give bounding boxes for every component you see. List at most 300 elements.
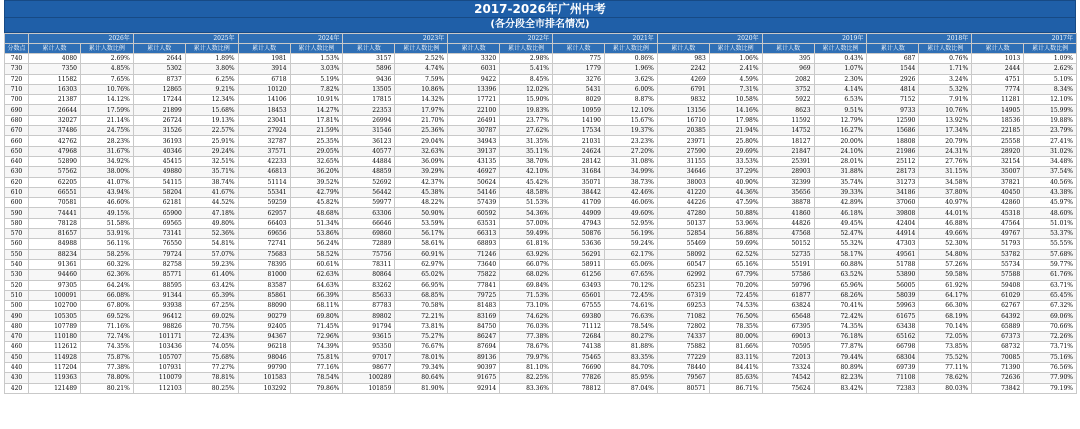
count-cell: 18536 <box>972 115 1024 125</box>
ratio-cell: 61.81% <box>500 239 553 249</box>
ratio-cell: 32.63% <box>395 146 448 156</box>
count-cell: 20385 <box>657 126 709 136</box>
count-cell: 42762 <box>29 136 81 146</box>
table-row <box>5 280 1077 290</box>
count-column-header: 累计人数 <box>238 44 290 54</box>
count-cell: 26994 <box>343 115 395 125</box>
ratio-cell: 3.62% <box>604 74 657 84</box>
ratio-cell: 70.58% <box>395 301 448 311</box>
count-cell: 101171 <box>133 332 185 342</box>
count-cell: 91794 <box>343 321 395 331</box>
ratio-cell: 16.27% <box>814 126 867 136</box>
count-cell: 107931 <box>133 362 185 372</box>
ratio-cell: 79.34% <box>395 362 448 372</box>
count-cell: 25391 <box>762 156 814 166</box>
ratio-cell: 51.58% <box>81 218 134 228</box>
table-row <box>5 332 1077 342</box>
ratio-cell: 24.75% <box>81 126 134 136</box>
count-column-header: 累计人数 <box>552 44 604 54</box>
count-cell: 63306 <box>343 208 395 218</box>
count-cell: 84750 <box>448 321 500 331</box>
ratio-cell: 84.41% <box>709 362 762 372</box>
count-cell: 79567 <box>657 373 709 383</box>
ratio-cell: 83.11% <box>709 352 762 362</box>
ratio-cell: 79.97% <box>500 352 553 362</box>
count-cell: 103292 <box>238 383 290 393</box>
count-cell: 40450 <box>972 187 1024 197</box>
ratio-cell: 40.56% <box>1024 177 1077 187</box>
count-cell: 61029 <box>972 290 1024 300</box>
ratio-cell: 45.82% <box>290 198 343 208</box>
count-cell: 40577 <box>343 146 395 156</box>
count-cell: 22185 <box>972 126 1024 136</box>
ratio-cell: 69.02% <box>185 311 238 321</box>
ratio-cell: 78.01% <box>395 352 448 362</box>
ratio-cell: 31.08% <box>604 156 657 166</box>
count-cell: 54146 <box>448 187 500 197</box>
ratio-cell: 15.90% <box>500 95 553 105</box>
ratio-cell: 10.58% <box>709 95 762 105</box>
count-cell: 66551 <box>29 187 81 197</box>
count-cell: 72383 <box>867 383 919 393</box>
ratio-cell: 39.29% <box>395 167 448 177</box>
score-cell: 670 <box>5 126 29 136</box>
count-cell: 21899 <box>133 105 185 115</box>
table-row <box>5 54 1077 64</box>
score-cell: 470 <box>5 332 29 342</box>
ratio-cell: 66.95% <box>395 280 448 290</box>
score-cell: 650 <box>5 146 29 156</box>
count-cell: 69656 <box>238 229 290 239</box>
count-cell: 51793 <box>972 239 1024 249</box>
ratio-cell: 8.45% <box>500 74 553 84</box>
count-cell: 78440 <box>657 362 709 372</box>
ratio-cell: 62.97% <box>395 259 448 269</box>
ratio-cell: 25.36% <box>395 126 448 136</box>
count-cell: 80571 <box>657 383 709 393</box>
count-cell: 75882 <box>657 342 709 352</box>
count-cell: 969 <box>762 64 814 74</box>
count-cell: 36123 <box>343 136 395 146</box>
count-cell: 37821 <box>972 177 1024 187</box>
ratio-cell: 13.92% <box>919 115 972 125</box>
score-cell: 710 <box>5 84 29 94</box>
ratio-cell: 77.38% <box>81 362 134 372</box>
ratio-cell: 7.31% <box>709 84 762 94</box>
ratio-cell: 75.52% <box>919 352 972 362</box>
ratio-cell: 42.89% <box>814 198 867 208</box>
ratio-cell: 78.67% <box>500 342 553 352</box>
ratio-cell: 80.89% <box>814 362 867 372</box>
ratio-cell: 41.07% <box>81 177 134 187</box>
count-cell: 31684 <box>552 167 604 177</box>
ratio-cell: 74.62% <box>500 311 553 321</box>
count-cell: 4751 <box>972 74 1024 84</box>
ratio-cell: 73.81% <box>395 321 448 331</box>
ratio-cell: 19.88% <box>1024 115 1077 125</box>
count-cell: 35007 <box>972 167 1024 177</box>
ratio-cell: 65.02% <box>395 270 448 280</box>
count-cell: 57586 <box>762 270 814 280</box>
ratio-cell: 34.48% <box>1024 156 1077 166</box>
ratio-cell: 2.41% <box>709 64 762 74</box>
ratio-cell: 12.34% <box>185 95 238 105</box>
ratio-cell: 59.69% <box>709 239 762 249</box>
ratio-cell: 56.24% <box>290 239 343 249</box>
ratio-cell: 78.54% <box>604 321 657 331</box>
count-cell: 395 <box>762 54 814 64</box>
count-cell: 32027 <box>29 115 81 125</box>
ratio-cell: 24.10% <box>814 146 867 156</box>
ratio-cell: 29.04% <box>395 136 448 146</box>
ratio-cell: 76.03% <box>500 321 553 331</box>
ratio-cell: 75.87% <box>81 352 134 362</box>
ratio-cell: 15.67% <box>604 115 657 125</box>
ratio-cell: 14.12% <box>81 95 134 105</box>
score-cell: 630 <box>5 167 29 177</box>
ratio-cell: 75.16% <box>1024 352 1077 362</box>
count-cell: 23971 <box>657 136 709 146</box>
ratio-cell: 37.29% <box>709 167 762 177</box>
year-header: 2019年 <box>762 34 867 44</box>
ratio-cell: 52.95% <box>604 218 657 228</box>
count-cell: 38442 <box>552 187 604 197</box>
ratio-cell: 56.11% <box>81 239 134 249</box>
count-cell: 8029 <box>552 95 604 105</box>
count-cell: 91675 <box>448 373 500 383</box>
ratio-cell: 49.66% <box>919 229 972 239</box>
count-cell: 87694 <box>448 342 500 352</box>
year-header: 2023年 <box>343 34 448 44</box>
count-cell: 36193 <box>133 136 185 146</box>
count-cell: 68732 <box>972 342 1024 352</box>
ratio-cell: 74.05% <box>185 342 238 352</box>
count-cell: 95350 <box>343 342 395 352</box>
count-cell: 52735 <box>762 249 814 259</box>
ratio-cell: 60.32% <box>81 259 134 269</box>
count-cell: 70595 <box>762 342 814 352</box>
ratio-cell: 19.83% <box>500 105 553 115</box>
count-cell: 102700 <box>29 301 81 311</box>
ratio-cell: 83.35% <box>604 352 657 362</box>
table-row <box>5 311 1077 321</box>
count-cell: 53782 <box>972 249 1024 259</box>
count-cell: 32399 <box>762 177 814 187</box>
ratio-cell: 48.22% <box>395 198 448 208</box>
ratio-cell: 65.16% <box>709 259 762 269</box>
count-cell: 32154 <box>972 156 1024 166</box>
count-cell: 58204 <box>133 187 185 197</box>
count-cell: 75465 <box>552 352 604 362</box>
count-cell: 25558 <box>972 136 1024 146</box>
count-cell: 11592 <box>762 115 814 125</box>
score-cell: 570 <box>5 229 29 239</box>
count-cell: 11582 <box>29 74 81 84</box>
ratio-cell: 63.52% <box>814 270 867 280</box>
ratio-cell: 9.21% <box>185 84 238 94</box>
ratio-cell: 12.10% <box>1024 95 1077 105</box>
ratio-cell: 58.52% <box>290 249 343 259</box>
count-cell: 72802 <box>657 321 709 331</box>
ratio-cell: 36.09% <box>395 156 448 166</box>
count-cell: 80864 <box>343 270 395 280</box>
ratio-cell: 76.18% <box>814 332 867 342</box>
count-cell: 98826 <box>133 321 185 331</box>
ratio-cell: 80.25% <box>185 383 238 393</box>
count-cell: 100289 <box>343 373 395 383</box>
year-header: 2020年 <box>657 34 762 44</box>
count-cell: 93615 <box>343 332 395 342</box>
count-cell: 42233 <box>238 156 290 166</box>
count-cell: 88234 <box>29 249 81 259</box>
ratio-cell: 58.61% <box>395 239 448 249</box>
count-cell: 103436 <box>133 342 185 352</box>
count-cell: 69380 <box>552 311 604 321</box>
table-row <box>5 115 1077 125</box>
count-cell: 44884 <box>343 156 395 166</box>
ratio-cell: 68.85% <box>395 290 448 300</box>
ratio-cell: 62.63% <box>290 270 343 280</box>
score-cell: 590 <box>5 208 29 218</box>
ratio-cell: 51.53% <box>500 198 553 208</box>
count-cell: 79725 <box>448 290 500 300</box>
ratio-cell: 38.73% <box>604 177 657 187</box>
ratio-cell: 52.30% <box>919 239 972 249</box>
count-cell: 63493 <box>552 280 604 290</box>
count-cell: 22100 <box>448 105 500 115</box>
ratio-cell: 51.01% <box>1024 218 1077 228</box>
year-header-row <box>5 34 1077 44</box>
ratio-cell: 71.45% <box>290 321 343 331</box>
count-cell: 3914 <box>238 64 290 74</box>
count-cell: 14752 <box>762 126 814 136</box>
ratio-cell: 4.59% <box>709 74 762 84</box>
ratio-cell: 72.43% <box>185 332 238 342</box>
count-cell: 66313 <box>448 229 500 239</box>
count-cell: 69013 <box>762 332 814 342</box>
count-cell: 63824 <box>762 301 814 311</box>
count-cell: 58911 <box>552 259 604 269</box>
ratio-cell: 75.81% <box>290 352 343 362</box>
count-cell: 52854 <box>657 229 709 239</box>
count-cell: 74337 <box>657 332 709 342</box>
ratio-cell: 8.34% <box>1024 84 1077 94</box>
ratio-cell: 10.86% <box>395 84 448 94</box>
count-cell: 13396 <box>448 84 500 94</box>
count-cell: 45318 <box>972 208 1024 218</box>
count-cell: 98677 <box>343 362 395 372</box>
ratio-cell: 10.76% <box>919 105 972 115</box>
count-cell: 5896 <box>343 64 395 74</box>
count-cell: 1544 <box>867 64 919 74</box>
score-cell: 520 <box>5 280 29 290</box>
ratio-cell: 12.10% <box>604 105 657 115</box>
count-cell: 49561 <box>867 249 919 259</box>
ratio-cell: 3.24% <box>919 74 972 84</box>
ratio-cell: 55.55% <box>1024 239 1077 249</box>
count-cell: 110180 <box>29 332 81 342</box>
count-cell: 41709 <box>552 198 604 208</box>
ratio-cell: 67.65% <box>604 270 657 280</box>
count-column-header: 累计人数 <box>133 44 185 54</box>
ratio-cell: 31.15% <box>919 167 972 177</box>
year-header: 2026年 <box>29 34 134 44</box>
count-cell: 88090 <box>238 301 290 311</box>
table-row <box>5 105 1077 115</box>
count-cell: 55341 <box>238 187 290 197</box>
count-cell: 74138 <box>552 342 604 352</box>
ratio-column-header: 累计人数比例 <box>395 44 448 54</box>
count-cell: 75756 <box>343 249 395 259</box>
ratio-cell: 47.59% <box>709 198 762 208</box>
table-row <box>5 239 1077 249</box>
ratio-cell: 0.43% <box>814 54 867 64</box>
ratio-cell: 54.80% <box>919 249 972 259</box>
count-cell: 101859 <box>343 383 395 393</box>
count-cell: 47303 <box>867 239 919 249</box>
score-cell: 730 <box>5 64 29 74</box>
ratio-cell: 66.30% <box>919 301 972 311</box>
count-cell: 76550 <box>133 239 185 249</box>
ratio-column-header: 累计人数比例 <box>81 44 134 54</box>
ratio-cell: 41.67% <box>185 187 238 197</box>
ratio-cell: 39.33% <box>814 187 867 197</box>
ratio-cell: 77.27% <box>185 362 238 372</box>
ratio-cell: 1.89% <box>185 54 238 64</box>
count-cell: 62181 <box>133 198 185 208</box>
ratio-cell: 77.11% <box>919 362 972 372</box>
ratio-cell: 49.60% <box>604 208 657 218</box>
ratio-cell: 65.96% <box>814 280 867 290</box>
ratio-cell: 81.88% <box>604 342 657 352</box>
ratio-cell: 31.67% <box>81 146 134 156</box>
ratio-cell: 35.71% <box>185 167 238 177</box>
ratio-cell: 62.52% <box>709 249 762 259</box>
count-cell: 77841 <box>448 280 500 290</box>
count-column-header: 累计人数 <box>762 44 814 54</box>
ratio-cell: 42.46% <box>604 187 657 197</box>
count-cell: 13505 <box>343 84 395 94</box>
count-cell: 26724 <box>133 115 185 125</box>
ratio-cell: 61.76% <box>1024 270 1077 280</box>
count-cell: 47568 <box>762 229 814 239</box>
ratio-cell: 63.42% <box>185 280 238 290</box>
score-cell: 430 <box>5 373 29 383</box>
ratio-cell: 23.23% <box>604 136 657 146</box>
ratio-cell: 67.32% <box>1024 301 1077 311</box>
count-cell: 92914 <box>448 383 500 393</box>
count-cell: 8623 <box>762 105 814 115</box>
count-cell: 78311 <box>343 259 395 269</box>
ratio-cell: 79.44% <box>814 352 867 362</box>
count-cell: 72636 <box>972 373 1024 383</box>
count-cell: 34943 <box>448 136 500 146</box>
count-cell: 18127 <box>762 136 814 146</box>
ratio-cell: 83.42% <box>814 383 867 393</box>
ratio-cell: 57.07% <box>185 249 238 259</box>
score-cell: 420 <box>5 383 29 393</box>
ratio-cell: 14.16% <box>709 105 762 115</box>
ratio-cell: 68.11% <box>290 301 343 311</box>
count-cell: 78812 <box>552 383 604 393</box>
ratio-cell: 76.63% <box>604 311 657 321</box>
count-cell: 45415 <box>133 156 185 166</box>
ratio-cell: 19.37% <box>604 126 657 136</box>
count-cell: 93938 <box>133 301 185 311</box>
ratio-cell: 43.94% <box>81 187 134 197</box>
count-cell: 25112 <box>867 156 919 166</box>
count-cell: 5302 <box>133 64 185 74</box>
count-cell: 9832 <box>657 95 709 105</box>
count-cell: 63531 <box>448 218 500 228</box>
count-cell: 12590 <box>867 115 919 125</box>
count-cell: 39808 <box>867 208 919 218</box>
ratio-cell: 17.98% <box>709 115 762 125</box>
ratio-cell: 63.71% <box>1024 280 1077 290</box>
count-cell: 55191 <box>762 259 814 269</box>
ratio-cell: 42.37% <box>395 177 448 187</box>
ratio-cell: 59.23% <box>185 259 238 269</box>
ratio-column-header: 累计人数比例 <box>185 44 238 54</box>
count-cell: 65162 <box>867 332 919 342</box>
ratio-cell: 81.90% <box>395 383 448 393</box>
ratio-cell: 67.25% <box>185 301 238 311</box>
year-header: 2024年 <box>238 34 343 44</box>
ratio-cell: 75.27% <box>395 332 448 342</box>
count-cell: 37571 <box>238 146 290 156</box>
table-row <box>5 198 1077 208</box>
count-cell: 70581 <box>29 198 81 208</box>
ratio-cell: 60.91% <box>395 249 448 259</box>
count-cell: 60592 <box>448 208 500 218</box>
ratio-cell: 40.97% <box>919 198 972 208</box>
count-cell: 101583 <box>238 373 290 383</box>
table-row <box>5 74 1077 84</box>
ratio-cell: 82.25% <box>500 373 553 383</box>
count-cell: 34186 <box>867 187 919 197</box>
ratio-cell: 69.84% <box>500 280 553 290</box>
count-cell: 28173 <box>867 167 919 177</box>
count-cell: 72741 <box>238 239 290 249</box>
ratio-cell: 72.26% <box>1024 332 1077 342</box>
count-cell: 100091 <box>29 290 81 300</box>
ratio-cell: 22.57% <box>185 126 238 136</box>
ratio-cell: 79.19% <box>1024 383 1077 393</box>
count-cell: 71112 <box>552 321 604 331</box>
score-column-header: 分数点 <box>5 44 29 54</box>
count-cell: 94367 <box>238 332 290 342</box>
score-cell: 490 <box>5 311 29 321</box>
year-header: 2025年 <box>133 34 238 44</box>
count-cell: 64392 <box>972 311 1024 321</box>
ratio-cell: 1.71% <box>919 64 972 74</box>
table-row <box>5 290 1077 300</box>
count-cell: 3320 <box>448 54 500 64</box>
ratio-cell: 68.26% <box>814 290 867 300</box>
ratio-cell: 74.61% <box>604 301 657 311</box>
count-cell: 17815 <box>343 95 395 105</box>
ratio-cell: 69.06% <box>1024 311 1077 321</box>
year-header: 2018年 <box>867 34 972 44</box>
count-column-header: 累计人数 <box>657 44 709 54</box>
ratio-cell: 44.52% <box>185 198 238 208</box>
count-cell: 9422 <box>448 74 500 84</box>
ratio-cell: 77.90% <box>1024 373 1077 383</box>
count-cell: 27590 <box>657 146 709 156</box>
ratio-cell: 32.51% <box>185 156 238 166</box>
count-cell: 62957 <box>238 208 290 218</box>
count-cell: 21387 <box>29 95 81 105</box>
